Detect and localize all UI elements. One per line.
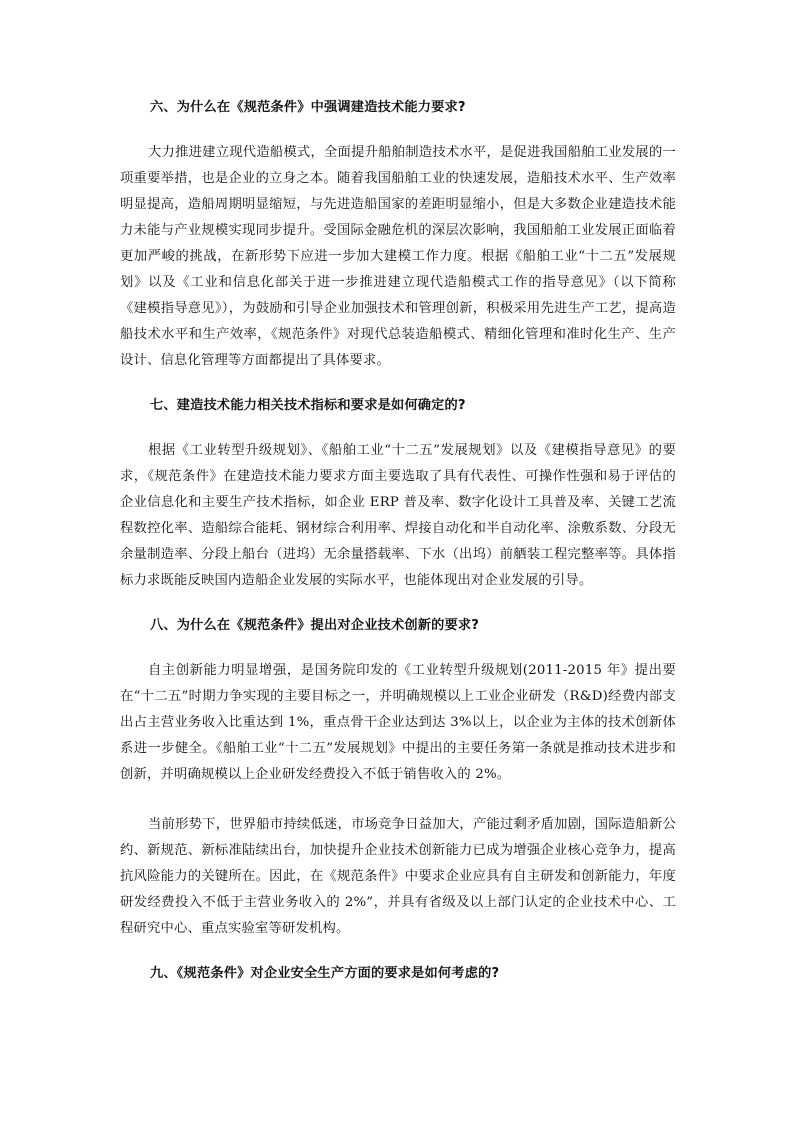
section-7-heading: 七、建造技术能力相关技术指标和要求是如何确定的? [150, 398, 466, 413]
section-6-paragraph-1: 大力推进建立现代造船模式，全面提升船舶制造技术水平，是促进我国船舶工业发展的一项重要举措，也是企业的立身之本。随着我国船舶工业的快速发展，造船技术水平、生产效率明显提高，造船周期明显缩短，与先进造船国家的差距明显缩小，但是大多数企业建造技术能力未能与产业规模实现同步提升。受国际金融危机的深层次影响，我国船舶工业发展正面临着更加严峻的挑战，在新形势下应进一步加大建模工作力度。根据《船舶工业“十二五”发展规划》以及《工业和信息化部关于进一步推进建立现代造船模式工作的指导意见》（以下简称《建模指导意见》），为鼓励和引导企业加强技术和管理创新，积极采用先进生产工艺，提高造船技术水平和生产效率，《规范条件》对现代总装造船模式、精细化管理和准时化生产、生产设计、信息化管理等方面都提出了具体要求。 [120, 145, 676, 368]
document-body [120, 98, 676, 984]
section-8-paragraph-2: 当前形势下，世界船市持续低迷，市场竞争日益加大，产能过剩矛盾加剧，国际造船新公约、新规范、新标准陆续出台，加快提升企业技术创新能力已成为增强企业核心竞争力，提高抗风险能力的关键所在。因此，在《规范条件》中要求企业应具有自主研发和创新能力，年度研发经费投入不低于主营业务收入的 2%”，并具有省级及以上部门认定的企业技术中心、工程研究中心、重点实验室等研发机构。 [120, 817, 676, 936]
section-8-heading: 八、为什么在《规范条件》提出对企业技术创新的要求? [150, 618, 480, 633]
section-7-paragraph-1: 根据《工业转型升级规划》、《船舶工业“十二五”发展规划》以及《建模指导意见》的要求，《规范条件》在建造技术能力要求方面主要选取了具有代表性、可操作性强和易于评估的企业信息化和主要生产技术指标，如企业 ERP 普及率、数字化设计工具普及率、关键工艺流程数控化率、造船综合能耗、钢材综合利用率、焊接自动化和半自动化率、涂敷系数、分段无余量制造率、分段上船台（进坞）无余量搭载率、下水（出坞）前舾装工程完整率等。具体指标力求既能反映国内造船企业发展的实际水平，也能体现出对企业发展的引导。 [120, 443, 676, 588]
section-6-heading: 六、为什么在《规范条件》中强调建造技术能力要求? [150, 100, 466, 115]
section-8-paragraph-1: 自主创新能力明显增强，是国务院印发的《工业转型升级规划(2011-2015 年》提出要在“十二五”时期力争实现的主要目标之一，并明确规模以上工业企业研发（R&D)经费内部支出占主营业务收入比重达到 1%，重点骨干企业达到达 3%以上，以企业为主体的技术创新体系进一步健全。《船舶工业“十二五”发展规划》中提出的主要任务第一条就是推动技术进步和创新，并明确规模以上企业研发经费投入不低于销售收入的 2%。 [120, 663, 676, 782]
section-9-heading: 九、《规范条件》对企业安全生产方面的要求是如何考虑的? [150, 966, 500, 981]
